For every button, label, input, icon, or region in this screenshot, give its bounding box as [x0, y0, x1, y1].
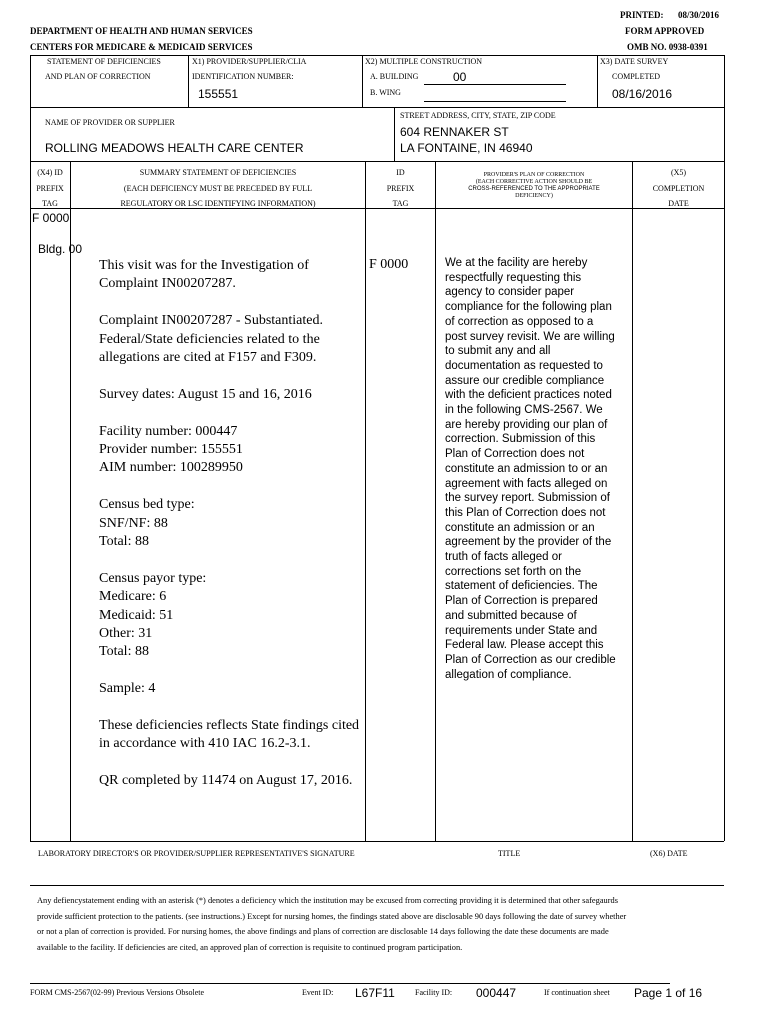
x5-header: (X5) COMPLETION DATE	[652, 168, 705, 208]
centers-name: CENTERS FOR MEDICARE & MEDICAID SERVICES	[30, 42, 253, 52]
summary-paragraph: Census payor type: Medicare: 6 Medicaid: 51 Other: 31 Total: 88	[99, 570, 207, 660]
summary-paragraph: QR completed by 11474 on August 17, 2016.	[99, 773, 353, 789]
poc-header: PROVIDER'S PLAN OF CORRECTION (EACH CORRECTIVE ACTION SHOULD BE CROSS-REFERENCED TO THE APPROPRIATE DEFICIENCY)	[468, 172, 600, 199]
omb-number: OMB NO. 0938-0391	[627, 42, 708, 52]
x6-date-label: (X6) DATE	[650, 849, 688, 858]
street-address: 604 RENNAKER ST	[400, 125, 509, 139]
x1-label: X1) PROVIDER/SUPPLIER/CLIA	[192, 57, 307, 66]
building-label: A. BUILDING	[370, 72, 419, 81]
director-signature-label: LABORATORY DIRECTOR'S OR PROVIDER/SUPPLIER REPRESENTATIVE'S SIGNATURE	[38, 849, 355, 858]
printed-date: 08/30/2016	[678, 10, 720, 20]
summary-paragraph: Survey dates: August 15 and 16, 2016	[99, 386, 312, 402]
summary-paragraph: Census bed type: SNF/NF: 88 Total: 88	[99, 497, 195, 550]
completed-label: COMPLETED	[612, 72, 660, 81]
provider-number: 155551	[198, 87, 239, 101]
summary-header: SUMMARY STATEMENT OF DEFICIENCIES (EACH DEFICIENCY MUST BE PRECEDED BY FULL REGULATORY OR LSC IDENTIFYING INFORMATION)	[120, 168, 316, 208]
event-id-label: Event ID:	[302, 988, 334, 997]
summary-paragraph: Sample: 4	[99, 681, 156, 697]
summary-paragraph: These deficiencies reflects State findings cited in accordance with 410 IAC 16.2-3.1.	[99, 718, 360, 752]
tag-left: F 0000	[32, 211, 70, 225]
address-label: STREET ADDRESS, CITY, STATE, ZIP CODE	[400, 111, 556, 120]
plan-of-correction-text: We at the facility are hereby respectfully requesting this agency to consider paper compliance for the following plan of correction as opposed to a post survey revisit. We are willing to submit any and all documentation as requested to assure our credible compliance with the deficient practices noted in the following CMS-2567. We are hereby providing our plan of correction. Submission of this Plan of Correction does not constitute an admission to or an agreement with facts alleged on the survey report. Submission of this Plan of Correction does not constitute an admission or an agreement by the provider of the truth of facts alleged or corrections set forth on the statement of deficiencies. The Plan of Correction is prepared and submitted because of requirements under State and Federal law. Please accept this Plan of Correction as our credible allegation of compliance.	[445, 257, 616, 681]
provider-name: ROLLING MEADOWS HEALTH CARE CENTER	[45, 141, 304, 155]
summary-paragraph: Complaint IN00207287 - Substantiated. Federal/State deficiencies related to the allegations are cited at F157 and F309.	[99, 313, 323, 366]
building-tag: Bldg. 00	[38, 242, 83, 256]
identification-number-label: IDENTIFICATION NUMBER:	[192, 72, 294, 81]
wing-label: B. WING	[370, 88, 401, 97]
event-id: L67F11	[355, 986, 395, 1000]
plan-of-correction-label: AND PLAN OF CORRECTION	[45, 72, 151, 81]
page-number: Page 1 of 16	[634, 986, 703, 1000]
provider-name-label: NAME OF PROVIDER OR SUPPLIER	[45, 118, 175, 127]
city-state-zip: LA FONTAINE, IN 46940	[400, 141, 533, 155]
id-header: ID PREFIX TAG	[386, 168, 415, 208]
multiple-construction-label: X2) MULTIPLE CONSTRUCTION	[365, 57, 483, 66]
survey-date: 08/16/2016	[612, 87, 673, 101]
summary-paragraph: This visit was for the Investigation of Complaint IN00207287.	[99, 258, 309, 292]
tag-right: F 0000	[369, 257, 409, 272]
facility-id: 000447	[476, 986, 517, 1000]
form-number: FORM CMS-2567(02-99) Previous Versions Obsolete	[30, 988, 205, 997]
x4-header: (X4) ID PREFIX TAG	[36, 168, 64, 208]
form-approved: FORM APPROVED	[625, 26, 705, 36]
date-survey-label: X3) DATE SURVEY	[600, 57, 669, 66]
department-name: DEPARTMENT OF HEALTH AND HUMAN SERVICES	[30, 26, 253, 36]
building-value: 00	[453, 70, 467, 84]
title-label: TITLE	[498, 849, 521, 858]
facility-id-label: Facility ID:	[415, 988, 453, 997]
statement-label: STATEMENT OF DEFICIENCIES	[47, 57, 161, 66]
summary-paragraph: Facility number: 000447 Provider number: 155551 AIM number: 100289950	[99, 423, 243, 476]
disclaimer: Any defiencystatement ending with an asterisk (*) denotes a deficiency which the institution may be excused from correcting providing it is determined that other safegaurds provide sufficient protection to the patients. (see instructions.) Except for nursing homes, the findings stated above are disclosable 90 days following the date of survey whether or not a plan of correction is provided. For nursing homes, the above findings and plans of correction are disclosable 14 days following the date these documents are made available to the facility. If deficiencies are cited, an approved plan of correction is requisite to continued program participation.	[37, 896, 627, 952]
continuation-label: If continuation sheet	[544, 988, 610, 997]
summary-statement	[99, 257, 361, 809]
printed-label: PRINTED:	[620, 10, 664, 20]
